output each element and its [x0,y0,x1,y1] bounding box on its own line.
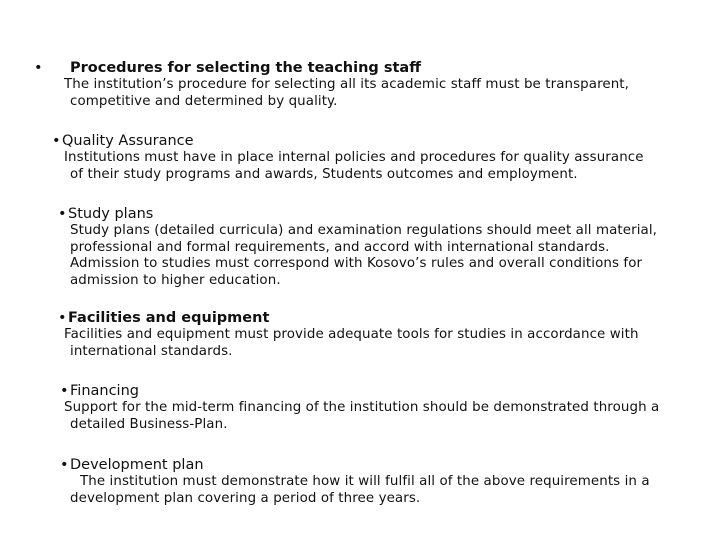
body-line: Facilities and equipment must provide adequate tools for studies in accordance with [64,327,639,342]
section-heading [58,205,657,223]
section-title: Quality Assurance [62,133,194,149]
bullet-icon: • [60,457,69,473]
section-study-plans [58,205,657,289]
section-body [70,474,650,507]
bullet-icon: • [58,206,67,222]
body-line: competitive and determined by quality. [70,93,338,109]
section-heading [60,382,659,400]
section-financing [60,382,659,433]
body-line: Support for the mid-term financing of the institution should be demonstrated through a [64,400,660,415]
body-line: detailed Business-Plan. [70,416,228,432]
section-heading [58,309,639,327]
section-heading [34,59,629,77]
section-teaching-staff [34,59,629,110]
section-body [64,327,639,360]
section-development-plan [60,456,650,507]
bullet-icon: • [58,310,67,326]
section-body [64,77,629,110]
section-title: Facilities and equipment [68,310,270,326]
section-heading [60,456,650,474]
section-body [68,223,657,289]
section-title: Study plans [68,206,154,222]
section-facilities [58,309,639,360]
body-line: Study plans (detailed curricula) and examination regulations should meet all material, [70,223,658,238]
body-line: Admission to studies must correspond with Kosovo’s rules and overall conditions for [70,256,643,271]
body-line: admission to higher education. [70,272,281,288]
bullet-icon: • [60,383,69,399]
body-line: of their study programs and awards, Students outcomes and employment. [70,166,578,182]
body-line: development plan covering a period of three years. [70,490,421,506]
body-line: The institution’s procedure for selecting all its academic staff must be transparent, [64,77,630,92]
section-title: Procedures for selecting the teaching staff [70,60,421,76]
bullet-icon: • [34,60,43,76]
section-body [64,400,659,433]
section-body [64,150,644,183]
body-line: international standards. [70,343,233,359]
body-line: Institutions must have in place internal policies and procedures for quality assurance [64,150,644,165]
body-line: professional and formal requirements, and accord with international standards. [70,239,610,255]
section-heading [52,132,644,150]
section-title: Financing [70,383,139,399]
section-title: Development plan [70,457,204,473]
bullet-icon: • [52,133,61,149]
body-line: The institution must demonstrate how it will fulfil all of the above requirements in a [80,474,650,489]
section-quality-assurance [52,132,644,183]
